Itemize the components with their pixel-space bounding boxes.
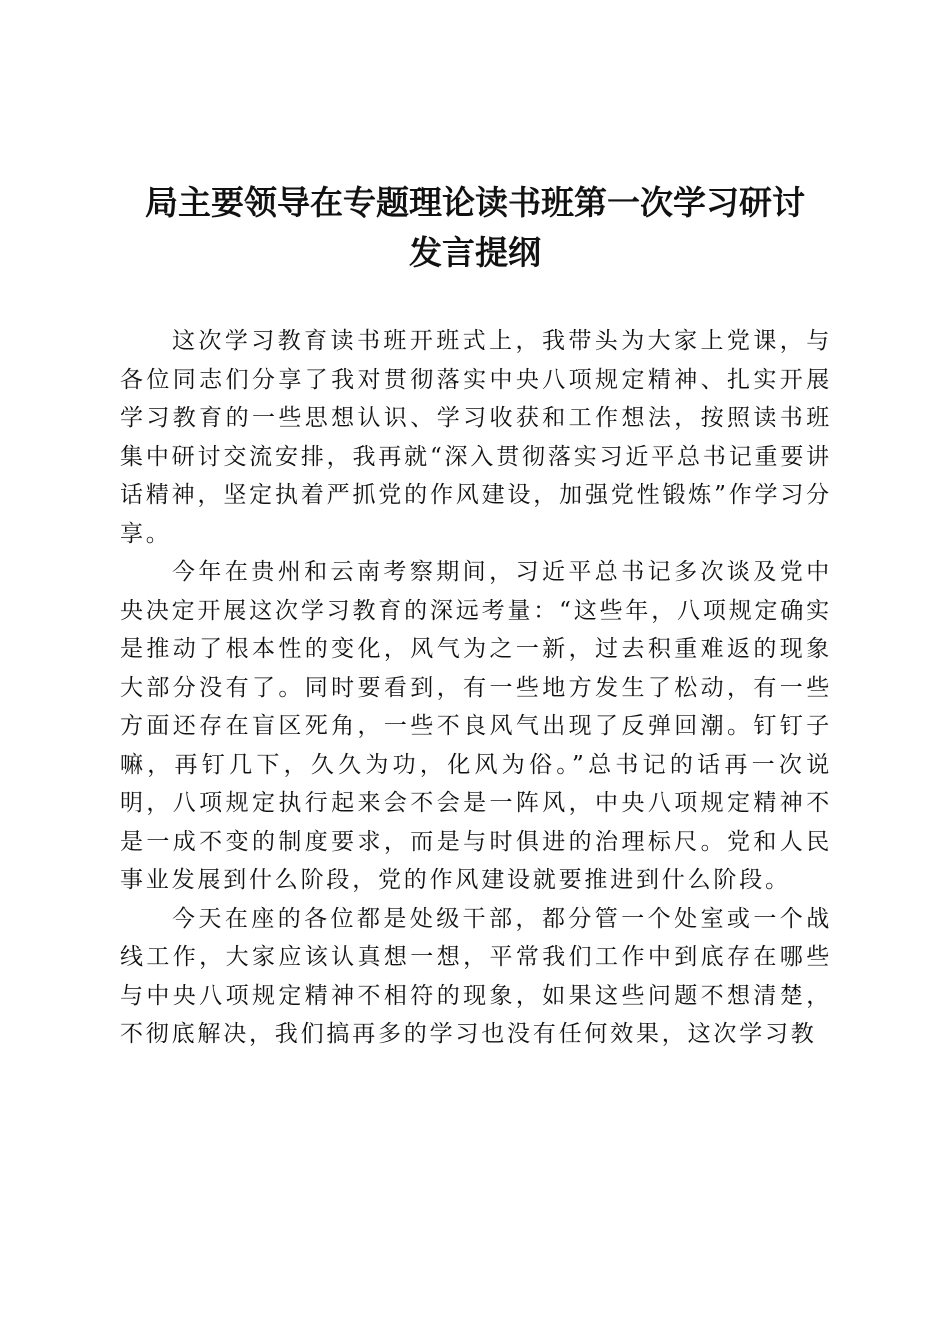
document-title (100, 178, 850, 278)
document-body (120, 322, 832, 1054)
title-line-1: 局主要领导在专题理论读书班第一次学习研讨 (145, 183, 805, 222)
paragraph-3: 今天在座的各位都是处级干部，都分管一个处室或一个战线工作，大家应该认真想一想，平常我们工作中到底存在哪些与中央八项规定精神不相符的现象，如果这些问题不想清楚，不彻底解决，我们搞再多的学习也没有任何效果，这次学习教 (120, 905, 832, 1047)
paragraph-2: 今年在贵州和云南考察期间，习近平总书记多次谈及党中央决定开展这次学习教育的深远考量：“这些年，八项规定确实是推动了根本性的变化，风气为之一新，过去积重难返的现象大部分没有了。同时要看到，有一些地方发生了松动，有一些方面还存在盲区死角，一些不良风气出现了反弹回潮。钉钉子嘛，再钉几下，久久为功，化风为俗。”总书记的话再一次说明，八项规定执行起来会不会是一阵风，中央八项规定精神不是一成不变的制度要求，而是与时俱进的治理标尺。党和人民事业发展到什么阶段，党的作风建设就要推进到什么阶段。 (120, 559, 832, 893)
paragraph-1: 这次学习教育读书班开班式上，我带头为大家上党课，与各位同志们分享了我对贯彻落实中央八项规定精神、扎实开展学习教育的一些思想认识、学习收获和工作想法，按照读书班集中研讨交流安排，我再就“深入贯彻落实习近平总书记重要讲话精神，坚定执着严抓党的作风建设，加强党性锻炼”作学习分享。 (120, 328, 832, 547)
title-line-2: 发言提纲 (409, 233, 541, 272)
